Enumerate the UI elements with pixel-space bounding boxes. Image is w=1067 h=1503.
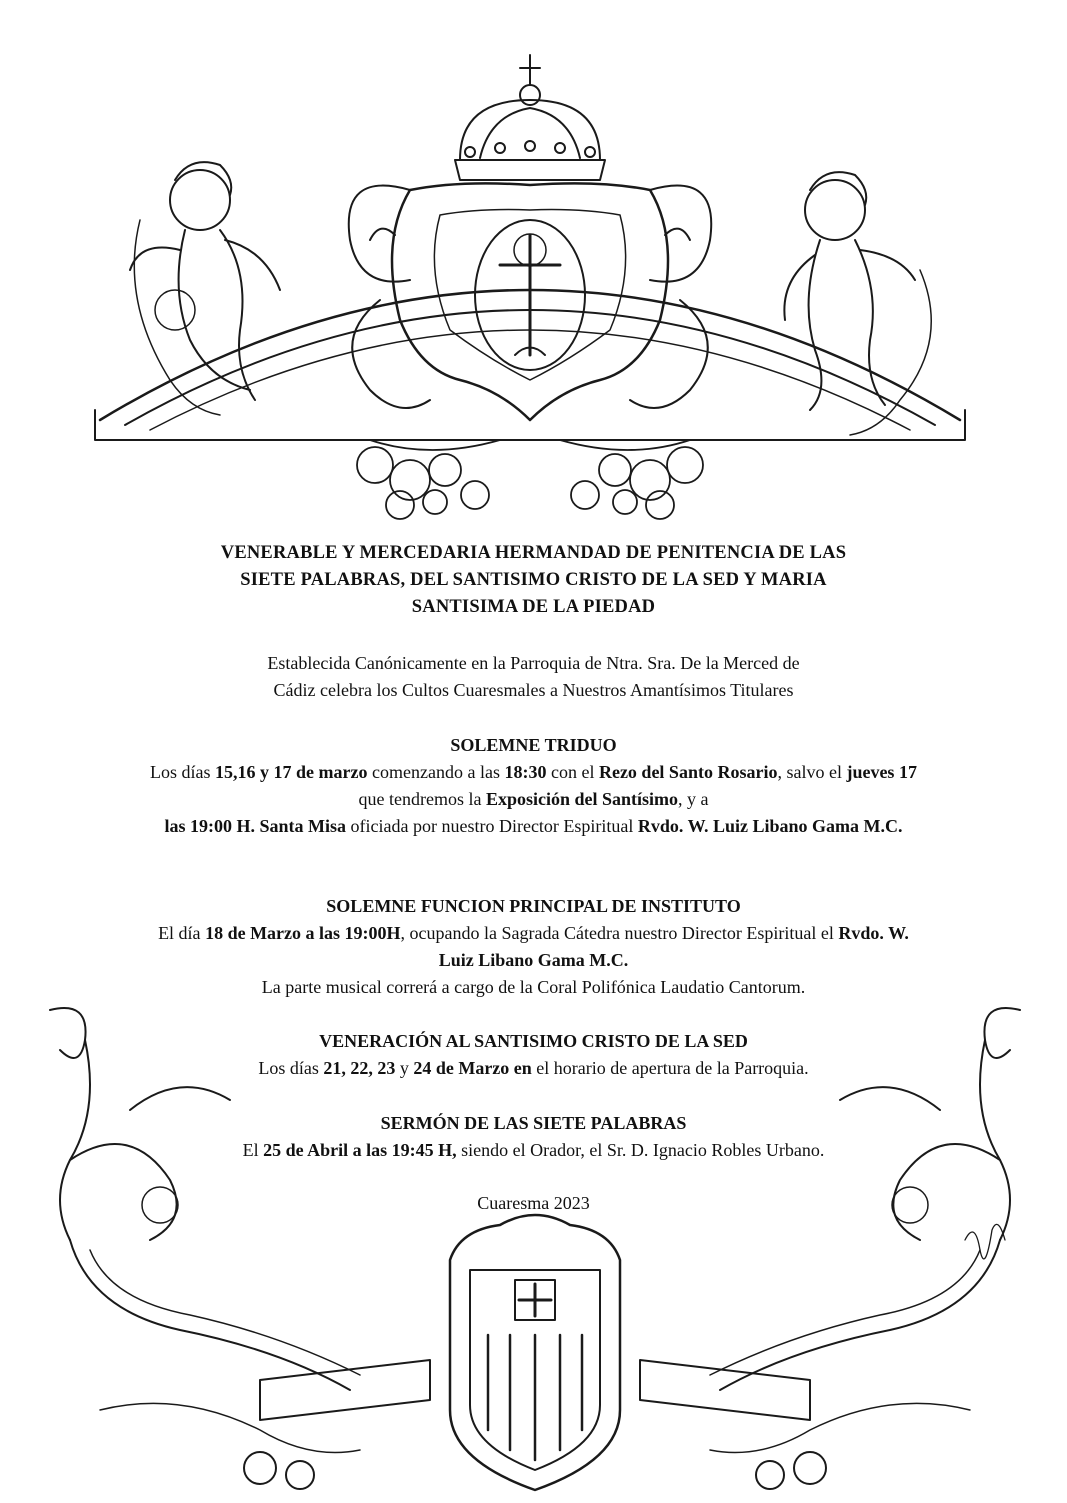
triduo-dates: 15,16 y 17 de marzo bbox=[215, 762, 368, 782]
triduo-text: , salvo el bbox=[777, 762, 847, 782]
veneracion-section bbox=[150, 1028, 917, 1082]
sermon-date: 25 de Abril a las 19:45 H, bbox=[263, 1140, 457, 1160]
triduo-text: , y a bbox=[678, 789, 709, 809]
veneracion-days-end: 24 de Marzo en bbox=[413, 1058, 532, 1078]
triduo-text: oficiada por nuestro Director Espiritual bbox=[346, 816, 638, 836]
top-coat-of-arms-illustration bbox=[80, 40, 980, 530]
triduo-text: que tendremos la bbox=[358, 789, 486, 809]
left-garland-icon bbox=[357, 440, 500, 519]
cross-icon bbox=[500, 234, 560, 355]
right-cherub-icon bbox=[784, 172, 931, 435]
triduo-section bbox=[150, 732, 917, 840]
right-scroll-ornament-icon bbox=[630, 186, 711, 408]
intro-paragraph bbox=[150, 650, 917, 704]
title-line-1: VENERABLE Y MERCEDARIA HERMANDAD DE PENITENCIA DE LAS bbox=[220, 543, 847, 563]
veneracion-text: y bbox=[395, 1058, 414, 1078]
left-base-bar bbox=[260, 1360, 430, 1420]
triduo-exposition: Exposición del Santísimo bbox=[485, 789, 678, 809]
funcion-text: El día bbox=[158, 923, 206, 943]
sermon-section bbox=[150, 1110, 917, 1164]
mercedarian-shield-icon bbox=[450, 1215, 620, 1490]
funcion-section bbox=[150, 893, 917, 1001]
triduo-text: con el bbox=[546, 762, 599, 782]
triduo-text: Los días bbox=[150, 762, 216, 782]
triduo-rosary: Rezo del Santo Rosario bbox=[598, 762, 778, 782]
sermon-heading: SERMÓN DE LAS SIETE PALABRAS bbox=[380, 1113, 687, 1133]
funcion-body bbox=[150, 920, 917, 974]
left-cherub-icon bbox=[130, 162, 280, 415]
crown-icon bbox=[455, 55, 605, 180]
veneracion-heading: VENERACIÓN AL SANTISIMO CRISTO DE LA SED bbox=[319, 1031, 748, 1051]
funcion-director: Rvdo. W. Luiz Libano Gama M.C. bbox=[438, 923, 909, 970]
triduo-heading: SOLEMNE TRIDUO bbox=[450, 735, 617, 755]
triduo-time: 18:30 bbox=[504, 762, 547, 782]
veneracion-text: el horario de apertura de la Parroquia. bbox=[531, 1058, 809, 1078]
sermon-text: siendo el Orador, el Sr. D. Ignacio Robles Urbano. bbox=[456, 1140, 825, 1160]
intro-line-2: Cádiz celebra los Cultos Cuaresmales a Nuestros Amantísimos Titulares bbox=[273, 680, 794, 700]
sermon-body bbox=[150, 1137, 917, 1164]
sermon-text: El bbox=[242, 1140, 264, 1160]
funcion-music: La parte musical correrá a cargo de la Coral Polifónica Laudatio Cantorum. bbox=[261, 977, 806, 997]
funcion-date: 18 de Marzo a las 19:00H bbox=[205, 923, 401, 943]
funcion-heading: SOLEMNE FUNCION PRINCIPAL DE INSTITUTO bbox=[326, 896, 741, 916]
triduo-body bbox=[150, 759, 917, 840]
veneracion-text: Los días bbox=[258, 1058, 324, 1078]
footer-date: Cuaresma 2023 bbox=[477, 1193, 590, 1213]
triduo-director: Rvdo. W. Luiz Libano Gama M.C. bbox=[637, 816, 903, 836]
triduo-mass: las 19:00 H. Santa Misa bbox=[164, 816, 347, 836]
triduo-text: comenzando a las bbox=[367, 762, 505, 782]
left-scroll-ornament-icon bbox=[349, 186, 430, 408]
intro-line-1: Establecida Canónicamente en la Parroquia de Ntra. Sra. De la Merced de bbox=[267, 653, 800, 673]
brotherhood-title bbox=[150, 540, 917, 621]
veneracion-body bbox=[150, 1055, 917, 1082]
funcion-text: , ocupando la Sagrada Cátedra nuestro Director Espiritual el bbox=[400, 923, 839, 943]
arch-base bbox=[95, 410, 965, 440]
title-line-2: SIETE PALABRAS, DEL SANTISIMO CRISTO DE LA SED Y MARIA bbox=[240, 570, 827, 590]
veneracion-days: 21, 22, 23 bbox=[323, 1058, 396, 1078]
triduo-thursday: jueves 17 bbox=[846, 762, 917, 782]
title-line-3: SANTISIMA DE LA PIEDAD bbox=[411, 597, 656, 617]
right-garland-icon bbox=[560, 440, 703, 519]
right-base-bar bbox=[640, 1360, 810, 1420]
